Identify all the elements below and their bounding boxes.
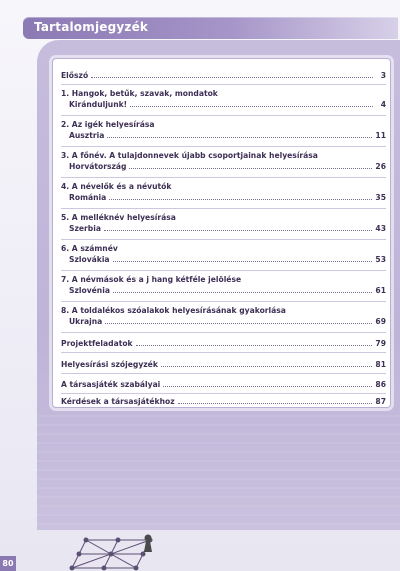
toc-page-number: 79 [375, 339, 386, 348]
toc-chapter-8[interactable] [61, 306, 386, 326]
page-number: 80 [0, 556, 16, 571]
toc-page-number: 11 [375, 131, 386, 140]
toc-chapter-3[interactable] [61, 151, 386, 171]
chapter-title: 8. A toldalékos szóalakok helyesírásának gyakorlása [61, 306, 286, 315]
dot-leader [161, 365, 373, 367]
separator [61, 84, 386, 85]
separator [61, 393, 386, 394]
chapter-title: 3. A főnév. A tulajdonnevek újabb csoportjainak helyesírása [61, 151, 318, 160]
toc-page-number: 87 [375, 397, 386, 406]
toc-chapter-7[interactable] [61, 275, 386, 295]
faded-background-text [37, 415, 400, 530]
toc-page-number: 26 [375, 162, 386, 171]
page-title: Tartalomjegyzék [34, 20, 149, 34]
separator [61, 208, 386, 209]
separator [61, 352, 386, 353]
toc-page-number: 86 [375, 380, 386, 389]
chapter-subtitle: Horvátország [69, 162, 127, 171]
dot-leader [113, 291, 372, 293]
dot-leader [91, 76, 373, 78]
chapter-title: 2. Az igék helyesírása [61, 120, 155, 129]
chapter-subtitle: Ukrajna [69, 317, 103, 326]
separator [61, 239, 386, 240]
chapter-title: 4. A névelők és a névutók [61, 182, 172, 191]
dot-leader [178, 402, 373, 404]
toc-entry-label: A társasjáték szabályai [61, 380, 161, 389]
toc-entry-label: Kérdések a társasjátékhoz [61, 397, 175, 406]
chapter-subtitle: Ausztria [69, 131, 105, 140]
toc-entry-game-rules[interactable] [61, 378, 386, 389]
toc-page-number: 3 [380, 71, 386, 80]
separator [61, 115, 386, 116]
dot-leader [104, 229, 372, 231]
toc-entry-projects[interactable] [61, 337, 386, 348]
table-of-contents [52, 58, 391, 408]
game-board-illustration [66, 528, 156, 571]
toc-chapter-5[interactable] [61, 213, 386, 233]
toc-page-number: 61 [375, 286, 386, 295]
chapter-title: 5. A melléknév helyesírása [61, 213, 176, 222]
toc-entry-label: Helyesírási szójegyzék [61, 360, 158, 369]
dot-leader [107, 136, 372, 138]
toc-entry-intro[interactable] [61, 69, 386, 80]
separator [61, 332, 386, 333]
dot-leader [113, 260, 373, 262]
title-bar [23, 17, 398, 39]
toc-chapter-1[interactable] [61, 89, 386, 109]
toc-entry-label: Projektfeladatok [61, 339, 133, 348]
chapter-subtitle: Szlovénia [69, 286, 110, 295]
toc-entry-game-questions[interactable] [61, 395, 386, 406]
toc-page-number: 4 [380, 100, 386, 109]
dot-leader [129, 167, 372, 169]
chapter-title: 1. Hangok, betűk, szavak, mondatok [61, 89, 218, 98]
toc-page-number: 43 [375, 224, 386, 233]
dot-leader [163, 385, 372, 387]
toc-page-number: 35 [375, 193, 386, 202]
toc-chapter-2[interactable] [61, 120, 386, 140]
chapter-subtitle: Kiránduljunk! [69, 100, 128, 109]
toc-entry-glossary[interactable] [61, 358, 386, 369]
chapter-subtitle: Románia [69, 193, 107, 202]
toc-page-number: 53 [375, 255, 386, 264]
toc-chapter-6[interactable] [61, 244, 386, 264]
dot-leader [109, 198, 372, 200]
separator [61, 177, 386, 178]
toc-entry-label: Előszó [61, 71, 89, 80]
toc-page-number: 69 [375, 317, 386, 326]
chapter-subtitle: Szlovákia [69, 255, 110, 264]
chapter-title: 6. A számnév [61, 244, 118, 253]
separator [61, 270, 386, 271]
dot-leader [130, 105, 373, 107]
chapter-subtitle: Szerbia [69, 224, 101, 233]
toc-page-number: 81 [375, 360, 386, 369]
dot-leader [136, 344, 373, 346]
dot-leader [105, 322, 372, 324]
separator [61, 146, 386, 147]
separator [61, 301, 386, 302]
toc-chapter-4[interactable] [61, 182, 386, 202]
separator [61, 373, 386, 374]
chapter-title: 7. A névmások és a j hang kétféle jelölése [61, 275, 242, 284]
